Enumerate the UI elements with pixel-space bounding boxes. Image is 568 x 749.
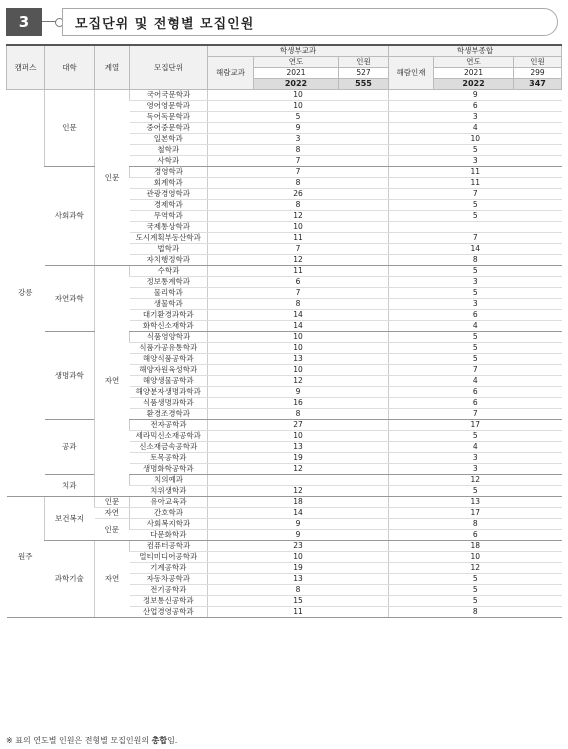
- type1-count-cell: 8: [208, 409, 389, 420]
- unit-cell: 물리학과: [130, 288, 208, 299]
- type1-count-cell: 10: [208, 332, 389, 343]
- recruitment-table: [6, 44, 562, 618]
- type1-count-cell: 14: [208, 508, 389, 519]
- type1-count-cell: 11: [208, 607, 389, 618]
- unit-cell: 유아교육과: [130, 497, 208, 508]
- header-year: 연도: [254, 57, 339, 68]
- type2-count-cell: 6: [389, 101, 562, 112]
- unit-cell: 사학과: [130, 156, 208, 167]
- field-cell: 인문: [95, 90, 130, 266]
- type1-count-cell: 10: [208, 90, 389, 101]
- type2-count-cell: 5: [389, 332, 562, 343]
- unit-cell: 경제학과: [130, 200, 208, 211]
- type1-count-cell: 14: [208, 310, 389, 321]
- table-row: [7, 332, 562, 343]
- unit-cell: 자동차공학과: [130, 574, 208, 585]
- type1-count-cell: 11: [208, 266, 389, 277]
- type1-count-cell: 7: [208, 288, 389, 299]
- unit-cell: 식품영양학과: [130, 332, 208, 343]
- college-cell: 생명과학: [45, 332, 95, 420]
- type2-count-cell: 8: [389, 519, 562, 530]
- type1-count-cell: 6: [208, 277, 389, 288]
- unit-cell: 치위생학과: [130, 486, 208, 497]
- type1-count-cell: 16: [208, 398, 389, 409]
- type2-count-cell: 12: [389, 563, 562, 574]
- unit-cell: 중어중문학과: [130, 123, 208, 134]
- college-cell: 자연과학: [45, 266, 95, 332]
- type2-count-cell: 13: [389, 497, 562, 508]
- table-row: [7, 90, 562, 101]
- type2-count-cell: 5: [389, 288, 562, 299]
- unit-cell: 토목공학과: [130, 453, 208, 464]
- type2-count-cell: 8: [389, 255, 562, 266]
- header-total-2022: 347: [514, 79, 562, 90]
- unit-cell: 정보통신공학과: [130, 596, 208, 607]
- type2-count-cell: 5: [389, 200, 562, 211]
- unit-cell: 다문화학과: [130, 530, 208, 541]
- type2-count-cell: 3: [389, 299, 562, 310]
- type1-count-cell: 19: [208, 453, 389, 464]
- header-type1: 학생부교과: [208, 45, 389, 57]
- type1-count-cell: 8: [208, 178, 389, 189]
- footnote: [6, 735, 177, 746]
- unit-cell: 해양자원육성학과: [130, 365, 208, 376]
- type2-count-cell: 4: [389, 442, 562, 453]
- college-cell: 인문: [45, 90, 95, 167]
- type2-count-cell: 3: [389, 112, 562, 123]
- type1-count-cell: [208, 475, 389, 486]
- type1-count-cell: 10: [208, 552, 389, 563]
- type2-count-cell: 7: [389, 365, 562, 376]
- type2-count-cell: 18: [389, 541, 562, 552]
- field-cell: 인문: [95, 497, 130, 508]
- type1-count-cell: 23: [208, 541, 389, 552]
- type2-count-cell: 5: [389, 266, 562, 277]
- unit-cell: 세라믹신소재공학과: [130, 431, 208, 442]
- type2-count-cell: 5: [389, 354, 562, 365]
- table-row: [7, 266, 562, 277]
- unit-cell: 멀티미디어공학과: [130, 552, 208, 563]
- header-total-2022: 555: [339, 79, 389, 90]
- type2-count-cell: 11: [389, 178, 562, 189]
- type2-count-cell: 7: [389, 189, 562, 200]
- footnote-prefix: ※ 표의 연도별 인원은 전형별 모집인원의: [6, 736, 152, 745]
- type2-count-cell: 6: [389, 310, 562, 321]
- table-body: [7, 90, 562, 618]
- type1-count-cell: 7: [208, 156, 389, 167]
- header-type2: 학생부종합: [389, 45, 562, 57]
- type1-count-cell: 13: [208, 442, 389, 453]
- unit-cell: 해양분자생명과학과: [130, 387, 208, 398]
- type1-count-cell: 3: [208, 134, 389, 145]
- table-row: [7, 167, 562, 178]
- type2-count-cell: 14: [389, 244, 562, 255]
- college-cell: 과학기술: [45, 541, 95, 618]
- type2-count-cell: 3: [389, 453, 562, 464]
- type1-count-cell: 13: [208, 574, 389, 585]
- type1-count-cell: 9: [208, 519, 389, 530]
- type1-count-cell: 18: [208, 497, 389, 508]
- type2-count-cell: 8: [389, 607, 562, 618]
- type2-count-cell: 7: [389, 233, 562, 244]
- unit-cell: 대기환경과학과: [130, 310, 208, 321]
- header-total-2021: 299: [514, 68, 562, 79]
- unit-cell: 회계학과: [130, 178, 208, 189]
- footnote-suffix: 임.: [167, 736, 178, 745]
- type1-count-cell: 13: [208, 354, 389, 365]
- type2-count-cell: 6: [389, 398, 562, 409]
- type1-count-cell: 10: [208, 365, 389, 376]
- unit-cell: 철학과: [130, 145, 208, 156]
- header-year: 연도: [434, 57, 514, 68]
- header-unit: 모집단위: [130, 45, 208, 90]
- type1-count-cell: 9: [208, 123, 389, 134]
- table-row: [7, 420, 562, 431]
- field-cell: 자연: [95, 508, 130, 519]
- type2-count-cell: [389, 222, 562, 233]
- table-row: [7, 541, 562, 552]
- type2-count-cell: 9: [389, 90, 562, 101]
- type1-count-cell: 9: [208, 387, 389, 398]
- type1-count-cell: 11: [208, 233, 389, 244]
- unit-cell: 치의예과: [130, 475, 208, 486]
- campus-cell: 강릉: [7, 90, 45, 497]
- type1-count-cell: 7: [208, 244, 389, 255]
- unit-cell: 생물학과: [130, 299, 208, 310]
- unit-cell: 법학과: [130, 244, 208, 255]
- type1-count-cell: 26: [208, 189, 389, 200]
- table-header: [7, 45, 562, 90]
- unit-cell: 전자공학과: [130, 420, 208, 431]
- section-header: [6, 8, 560, 36]
- college-cell: 보건복지: [45, 497, 95, 541]
- type2-count-cell: 5: [389, 145, 562, 156]
- header-campus: 캠퍼스: [7, 45, 45, 90]
- type2-count-cell: 7: [389, 409, 562, 420]
- type2-count-cell: 5: [389, 211, 562, 222]
- type2-count-cell: 3: [389, 277, 562, 288]
- header-year-2022: 2022: [254, 79, 339, 90]
- header-field: 계열: [95, 45, 130, 90]
- unit-cell: 경영학과: [130, 167, 208, 178]
- unit-cell: 정보통계학과: [130, 277, 208, 288]
- college-cell: 공과: [45, 420, 95, 475]
- unit-cell: 식품생명과학과: [130, 398, 208, 409]
- type1-count-cell: 8: [208, 299, 389, 310]
- type1-count-cell: 27: [208, 420, 389, 431]
- type1-count-cell: 8: [208, 585, 389, 596]
- field-cell: 인문: [95, 519, 130, 541]
- college-cell: 사회과학: [45, 167, 95, 266]
- header-year-2021: 2021: [434, 68, 514, 79]
- section-title: 모집단위 및 전형별 모집인원: [62, 8, 558, 36]
- unit-cell: 컴퓨터공학과: [130, 541, 208, 552]
- type1-count-cell: 9: [208, 530, 389, 541]
- unit-cell: 산업경영공학과: [130, 607, 208, 618]
- type2-count-cell: 5: [389, 585, 562, 596]
- type2-count-cell: 3: [389, 464, 562, 475]
- type1-count-cell: 10: [208, 431, 389, 442]
- unit-cell: 수학과: [130, 266, 208, 277]
- unit-cell: 사회복지학과: [130, 519, 208, 530]
- table-row: [7, 497, 562, 508]
- type1-count-cell: 12: [208, 486, 389, 497]
- unit-cell: 독어독문학과: [130, 112, 208, 123]
- type2-count-cell: 5: [389, 431, 562, 442]
- type2-count-cell: 5: [389, 596, 562, 607]
- unit-cell: 관광경영학과: [130, 189, 208, 200]
- type1-count-cell: 12: [208, 255, 389, 266]
- table-row: [7, 475, 562, 486]
- unit-cell: 국제통상학과: [130, 222, 208, 233]
- header-type2-sub: 해람인재: [389, 57, 434, 90]
- unit-cell: 자치행정학과: [130, 255, 208, 266]
- unit-cell: 전기공학과: [130, 585, 208, 596]
- unit-cell: 일본학과: [130, 134, 208, 145]
- type2-count-cell: 4: [389, 321, 562, 332]
- field-cell: 자연: [95, 541, 130, 618]
- unit-cell: 도시계획부동산학과: [130, 233, 208, 244]
- unit-cell: 기계공학과: [130, 563, 208, 574]
- type2-count-cell: 5: [389, 486, 562, 497]
- unit-cell: 무역학과: [130, 211, 208, 222]
- unit-cell: 화학신소재학과: [130, 321, 208, 332]
- type1-count-cell: 12: [208, 211, 389, 222]
- type2-count-cell: 3: [389, 156, 562, 167]
- type2-count-cell: 12: [389, 475, 562, 486]
- type1-count-cell: 14: [208, 321, 389, 332]
- type1-count-cell: 10: [208, 222, 389, 233]
- type1-count-cell: 12: [208, 464, 389, 475]
- unit-cell: 생명화학공학과: [130, 464, 208, 475]
- type2-count-cell: 17: [389, 420, 562, 431]
- type2-count-cell: 6: [389, 387, 562, 398]
- unit-cell: 환경조경학과: [130, 409, 208, 420]
- header-count: 인원: [514, 57, 562, 68]
- type1-count-cell: 8: [208, 200, 389, 211]
- header-year-2021: 2021: [254, 68, 339, 79]
- type2-count-cell: 5: [389, 574, 562, 585]
- type2-count-cell: 4: [389, 123, 562, 134]
- type1-count-cell: 7: [208, 167, 389, 178]
- type2-count-cell: 6: [389, 530, 562, 541]
- section-number: 3: [6, 8, 42, 36]
- type1-count-cell: 15: [208, 596, 389, 607]
- type2-count-cell: 17: [389, 508, 562, 519]
- type2-count-cell: 4: [389, 376, 562, 387]
- type2-count-cell: 10: [389, 552, 562, 563]
- unit-cell: 신소재금속공학과: [130, 442, 208, 453]
- header-count: 인원: [339, 57, 389, 68]
- unit-cell: 해양생물공학과: [130, 376, 208, 387]
- type1-count-cell: 19: [208, 563, 389, 574]
- college-cell: 치과: [45, 475, 95, 497]
- field-cell: 자연: [95, 266, 130, 497]
- type2-count-cell: 5: [389, 343, 562, 354]
- header-year-2022: 2022: [434, 79, 514, 90]
- type1-count-cell: 12: [208, 376, 389, 387]
- header-college: 대학: [45, 45, 95, 90]
- unit-cell: 국어국문학과: [130, 90, 208, 101]
- campus-cell: 원주: [7, 497, 45, 618]
- unit-cell: 해양식품공학과: [130, 354, 208, 365]
- type2-count-cell: 11: [389, 167, 562, 178]
- type1-count-cell: 10: [208, 101, 389, 112]
- unit-cell: 식품가공유통학과: [130, 343, 208, 354]
- unit-cell: 영어영문학과: [130, 101, 208, 112]
- type2-count-cell: 10: [389, 134, 562, 145]
- type1-count-cell: 8: [208, 145, 389, 156]
- header-total-2021: 527: [339, 68, 389, 79]
- type1-count-cell: 5: [208, 112, 389, 123]
- header-type1-sub: 해람교과: [208, 57, 254, 90]
- footnote-emphasis: 총합: [151, 736, 168, 745]
- type1-count-cell: 10: [208, 343, 389, 354]
- unit-cell: 간호학과: [130, 508, 208, 519]
